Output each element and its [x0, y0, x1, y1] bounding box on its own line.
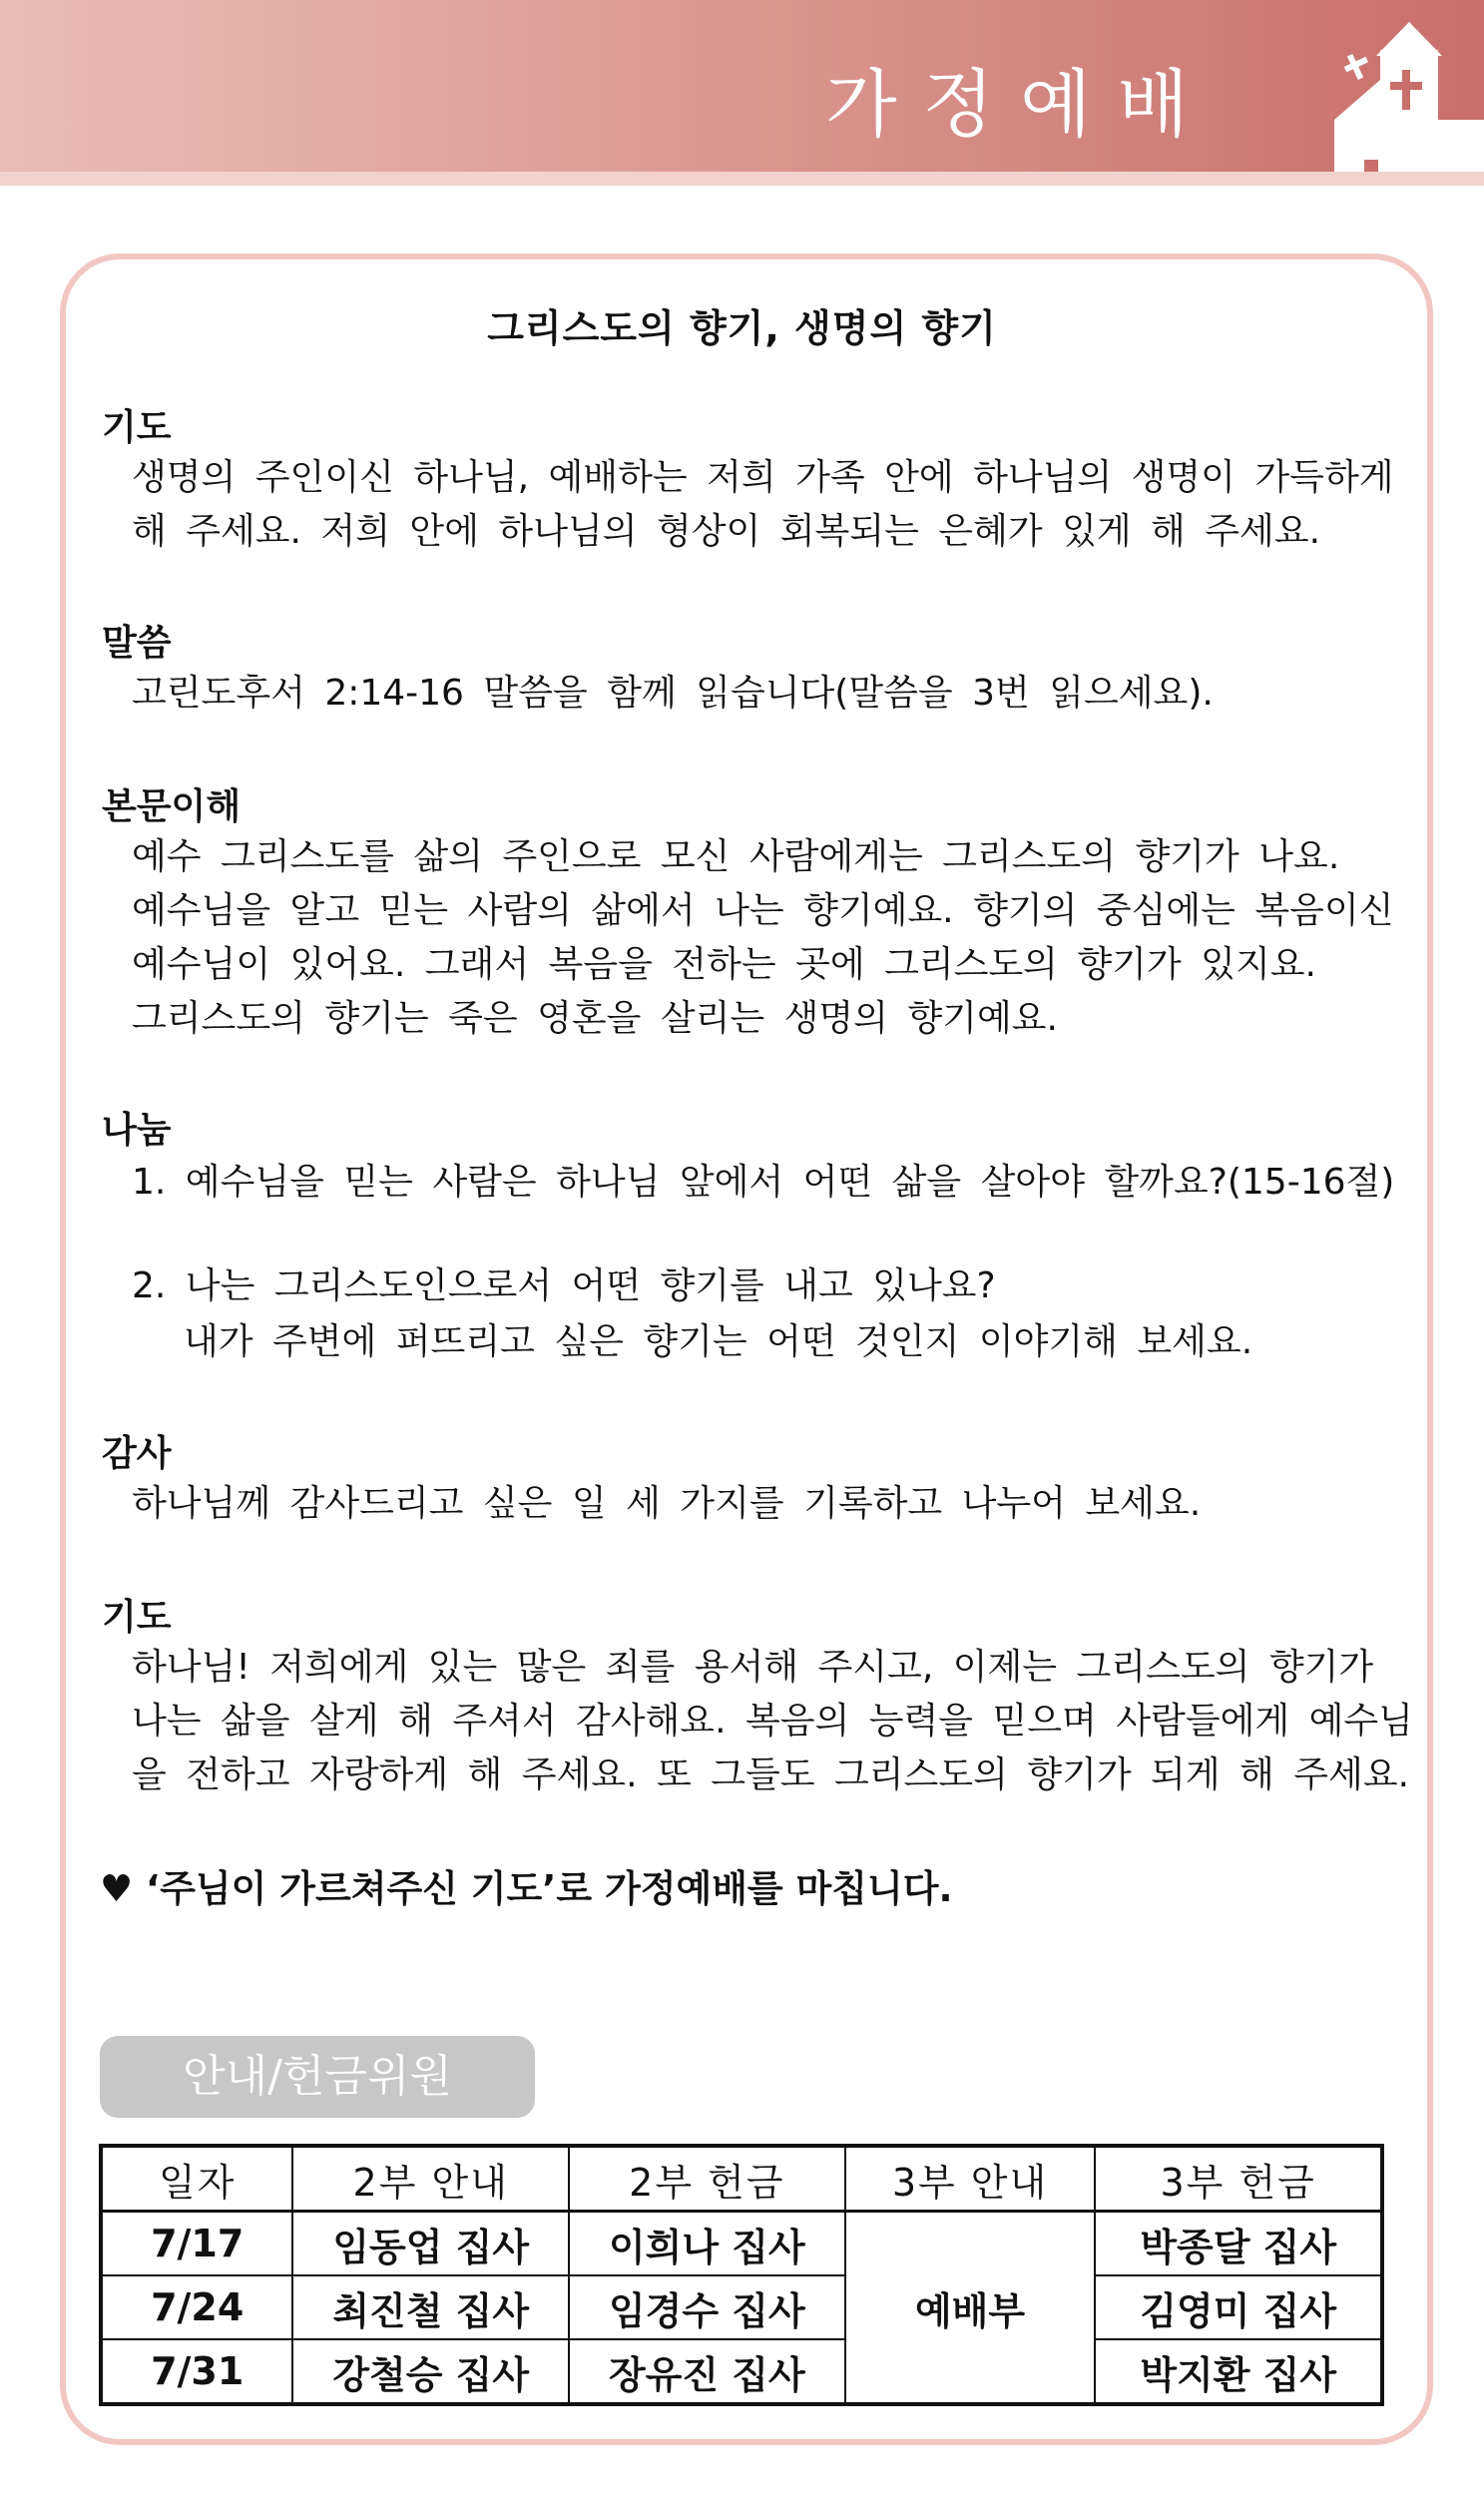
text-line: 그리스도의 향기는 죽은 영혼을 살리는 생명의 향기예요. [132, 998, 1058, 1039]
roster-badge: 안내/헌금위원 [100, 2036, 535, 2118]
usher-2-cell: 최진철 집사 [292, 2275, 569, 2339]
table-row [101, 2339, 1382, 2404]
church-icon [1324, 10, 1484, 186]
section-heading-understanding: 본문이해 [102, 786, 242, 827]
text-line: 예수 그리스도를 삶의 주인으로 모신 사람에게는 그리스도의 향기가 나요. [132, 836, 1340, 877]
column-header: 2부 헌금 [569, 2146, 845, 2212]
text-line: 을 전하고 자랑하게 해 주세요. 또 그들도 그리스도의 향기가 되게 해 주세요. [132, 1754, 1410, 1795]
closing-note: ♥ ‘주님이 가르쳐주신 기도’로 가정예배를 마칩니다. [100, 1867, 953, 1910]
offering-2-cell: 임경수 집사 [569, 2275, 845, 2339]
sharing-question-1: 1. 예수님을 믿는 사람은 하나님 앞에서 어떤 삶을 살아야 할까요?(15-16절) [132, 1162, 1395, 1203]
sharing-question-2-cont: 내가 주변에 퍼뜨리고 싶은 향기는 어떤 것인지 이야기해 보세요. [184, 1321, 1253, 1362]
column-header: 2부 안내 [292, 2146, 569, 2212]
text-line: 해 주세요. 저희 안에 하나님의 형상이 회복되는 은혜가 있게 해 주세요. [132, 511, 1321, 552]
usher-3-merged-cell: 예배부 [845, 2212, 1096, 2405]
offering-2-cell: 이희나 집사 [569, 2212, 845, 2276]
page-title: 그리스도의 향기, 생명의 향기 [487, 306, 997, 350]
text-line: 하나님! 저희에게 있는 많은 죄를 용서해 주시고, 이제는 그리스도의 향기가 [132, 1647, 1374, 1688]
text-line: 예수님을 알고 믿는 사람의 삶에서 나는 향기예요. 향기의 중심에는 복음이신 [132, 890, 1394, 931]
header-title: 가정예배 [825, 62, 1215, 148]
section-heading-closing-prayer: 기도 [102, 1597, 172, 1638]
usher-2-cell: 강철승 집사 [292, 2339, 569, 2404]
offering-3-cell: 박지환 집사 [1095, 2339, 1382, 2404]
column-header: 3부 헌금 [1095, 2146, 1382, 2212]
column-header: 일자 [101, 2146, 292, 2212]
word-paragraph [132, 667, 1381, 721]
text-line: 고린도후서 2:14-16 말씀을 함께 읽습니다(말씀을 3번 읽으세요). [132, 673, 1214, 714]
header-band [0, 0, 1484, 184]
prayer-paragraph [132, 451, 1394, 559]
offering-3-cell: 박종달 집사 [1095, 2212, 1382, 2276]
usher-2-cell: 임동업 집사 [292, 2212, 569, 2276]
header-divider [0, 172, 1484, 186]
section-heading-sharing: 나눔 [102, 1110, 172, 1151]
table-header-row [101, 2146, 1382, 2212]
section-heading-word: 말씀 [102, 623, 172, 664]
section-heading-thanks: 감사 [102, 1433, 172, 1474]
date-cell: 7/24 [101, 2275, 292, 2339]
offering-3-cell: 김영미 집사 [1095, 2275, 1382, 2339]
offering-2-cell: 장유진 집사 [569, 2339, 845, 2404]
understanding-paragraph [132, 830, 1394, 1046]
section-heading-prayer: 기도 [102, 407, 172, 448]
column-header: 3부 안내 [845, 2146, 1096, 2212]
closing-prayer-paragraph [132, 1641, 1413, 1802]
text-line: 나는 삶을 살게 해 주셔서 감사해요. 복음의 능력을 믿으며 사람들에게 예수님 [132, 1701, 1413, 1742]
table-row [101, 2275, 1382, 2339]
text-line: 생명의 주인이신 하나님, 예배하는 저희 가족 안에 하나님의 생명이 가득하게 [132, 457, 1394, 498]
text-line: 하나님께 감사드리고 싶은 일 세 가지를 기록하고 나누어 보세요. [132, 1483, 1202, 1524]
text-line: 예수님이 있어요. 그래서 복음을 전하는 곳에 그리스도의 향기가 있지요. [132, 944, 1316, 985]
table-row [101, 2212, 1382, 2276]
roster-table [99, 2144, 1384, 2406]
thanks-paragraph [132, 1477, 1381, 1531]
date-cell: 7/17 [101, 2212, 292, 2276]
date-cell: 7/31 [101, 2339, 292, 2404]
sharing-question-2: 2. 나는 그리스도인으로서 어떤 향기를 내고 있나요? [132, 1265, 996, 1306]
